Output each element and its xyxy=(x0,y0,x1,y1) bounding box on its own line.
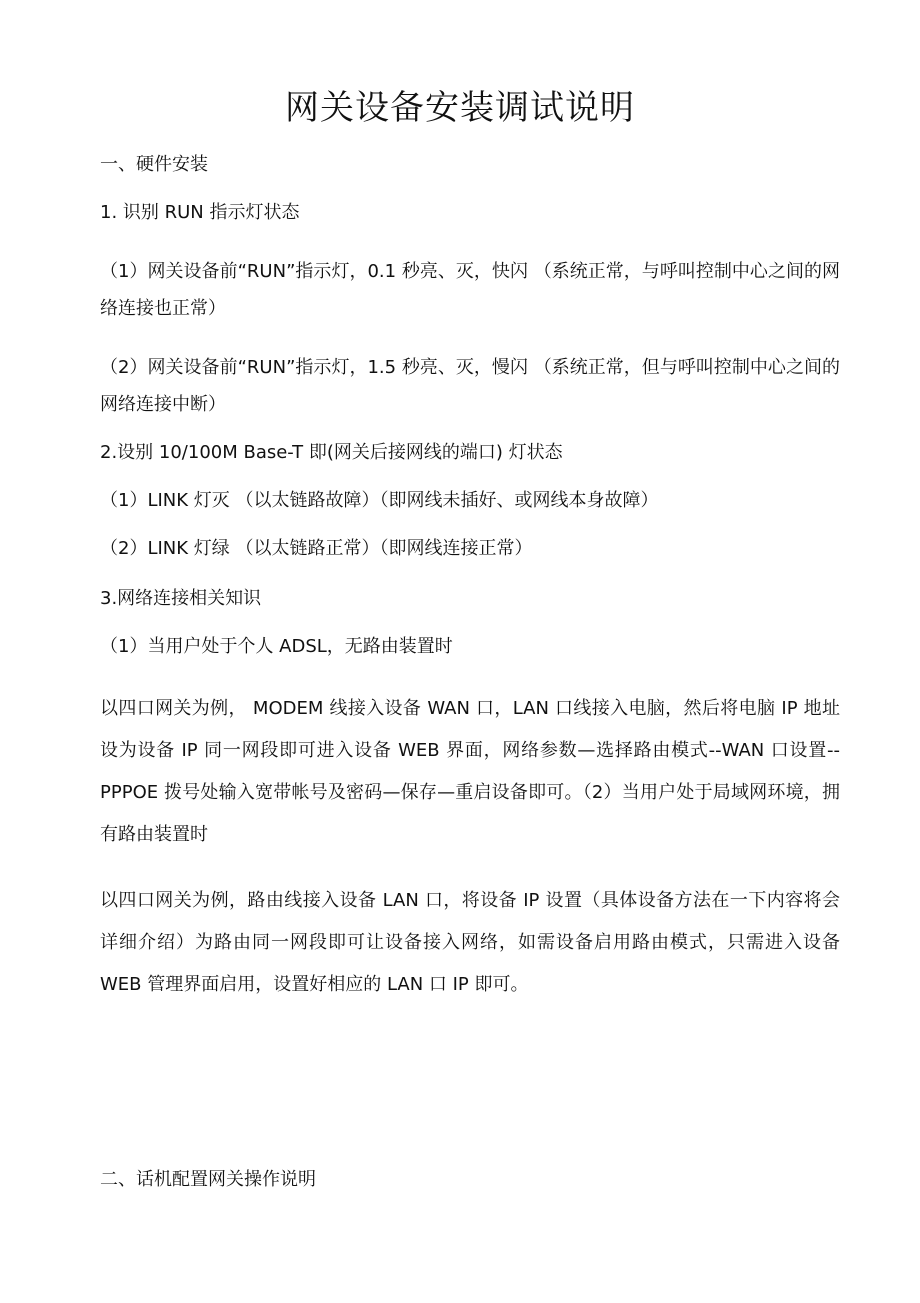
link-green-paragraph: （2）LINK 灯绿 （以太链路正常）（即网线连接正常） xyxy=(100,538,533,559)
lan-setup-paragraph: 以四口网关为例，路由线接入设备 LAN 口，将设备 IP 设置（具体设备方法在一下内容将会详细介绍）为路由同一网段即可让设备接入网络，如需设备启用路由模式，只需进入设备 WEB 管理界面启用，设置好相应的 LAN 口 IP 即可。 xyxy=(100,890,840,995)
item-heading-run-indicator: 1. 识别 RUN 指示灯状态 xyxy=(100,202,300,223)
item-heading-link-indicator: 2.设别 10/100M Base-T 即(网关后接网线的端口) 灯状态 xyxy=(100,442,563,463)
item-heading-network-knowledge: 3.网络连接相关知识 xyxy=(100,588,262,609)
section-heading-hardware: 一、硬件安装 xyxy=(100,154,208,175)
run-fast-blink-paragraph: （1）网关设备前“RUN”指示灯，0.1 秒亮、灭，快闪 （系统正常，与呼叫控制中心之间的网络连接也正常） xyxy=(100,261,840,319)
section-heading-phone-config: 二、话机配置网关操作说明 xyxy=(100,1169,316,1190)
link-off-paragraph: （1）LINK 灯灭 （以太链路故障）（即网线未插好、或网线本身故障） xyxy=(100,490,659,511)
adsl-case-paragraph: （1）当用户处于个人 ADSL，无路由装置时 xyxy=(100,636,453,657)
run-slow-blink-paragraph: （2）网关设备前“RUN”指示灯，1.5 秒亮、灭，慢闪 （系统正常，但与呼叫控制中心之间的网络连接中断） xyxy=(100,357,840,415)
adsl-setup-paragraph: 以四口网关为例， MODEM 线接入设备 WAN 口，LAN 口线接入电脑，然后将电脑 IP 地址设为设备 IP 同一网段即可进入设备 WEB 界面，网络参数—选择路由模式--WAN 口设置--PPPOE 拨号处输入宽带帐号及密码—保存—重启设备即可。（2）当用户处于局域网环境，拥有路由装置时 xyxy=(100,698,840,845)
document-title: 网关设备安装调试说明 xyxy=(285,88,635,128)
